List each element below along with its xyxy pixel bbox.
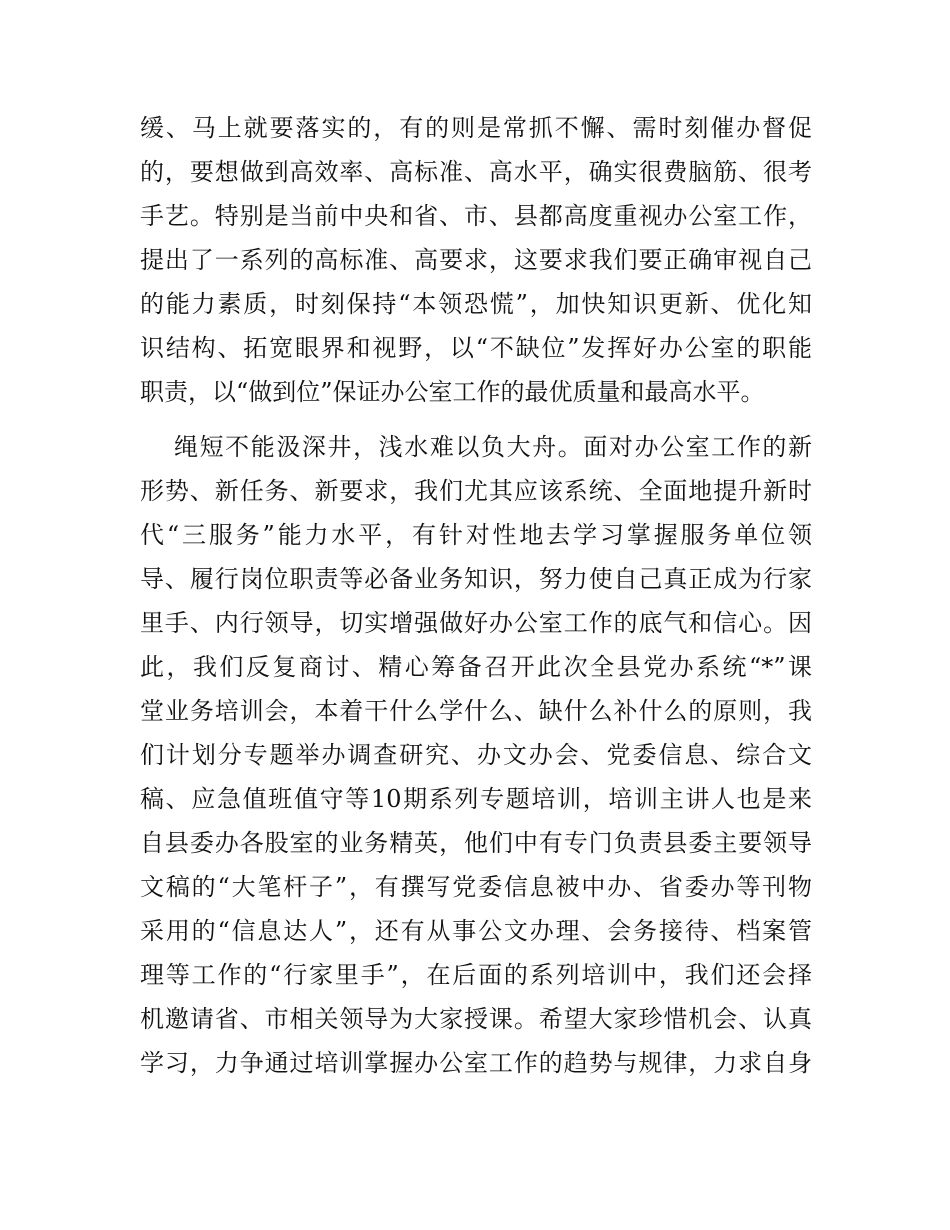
text-line: 手艺。特别是当前中央和省、市、县都高度重视办公室工作，: [140, 202, 812, 230]
text-line: 理等工作的“行家里手”，在后面的系列培训中，我们还会择: [140, 961, 812, 989]
text-line: 文稿的“大笔杆子”，有撰写党委信息被中办、省委办等刊物: [140, 873, 812, 901]
text-line: 识结构、拓宽眼界和视野，以“不缺位”发挥好办公室的职能: [140, 334, 812, 362]
text-line: 职责，以“做到位”保证办公室工作的最优质量和最高水平。: [140, 378, 765, 406]
text-line: 此，我们反复商讨、精心筹备召开此次全县党办系统“*”课: [140, 653, 812, 681]
text-line: 绳短不能汲深井，浅水难以负大舟。面对办公室工作的新: [174, 433, 812, 461]
text-line: 的能力素质，时刻保持“本领恐慌”，加快知识更新、优化知: [140, 290, 812, 318]
text-line: 学习，力争通过培训掌握办公室工作的趋势与规律，力求自身: [140, 1049, 812, 1077]
text-line: 里手、内行领导，切实增强做好办公室工作的底气和信心。因: [140, 609, 812, 637]
text-line: 代“三服务”能力水平，有针对性地去学习掌握服务单位领: [140, 521, 812, 549]
text-line: 机邀请省、市相关领导为大家授课。希望大家珍惜机会、认真: [140, 1005, 812, 1033]
text-line: 稿、应急值班值守等10期系列专题培训，培训主讲人也是来: [140, 785, 812, 813]
paragraph-1: [140, 106, 812, 414]
text-line: 提出了一系列的高标准、高要求，这要求我们要正确审视自己: [140, 246, 812, 274]
text-line: 的，要想做到高效率、高标准、高水平，确实很费脑筋、很考: [140, 158, 812, 186]
text-line: 堂业务培训会，本着干什么学什么、缺什么补什么的原则，我: [140, 697, 812, 725]
text-line: 缓、马上就要落实的，有的则是常抓不懈、需时刻催办督促: [140, 114, 812, 142]
text-line: 们计划分专题举办调查研究、办文办会、党委信息、综合文: [140, 741, 812, 769]
text-line: 采用的“信息达人”，还有从事公文办理、会务接待、档案管: [140, 917, 812, 945]
text-line: 自县委办各股室的业务精英，他们中有专门负责县委主要领导: [140, 829, 812, 857]
body-text: [140, 106, 812, 1085]
paragraph-2: [140, 425, 812, 1085]
text-line: 导、履行岗位职责等必备业务知识，努力使自己真正成为行家: [140, 565, 812, 593]
text-line: 形势、新任务、新要求，我们尤其应该系统、全面地提升新时: [140, 477, 812, 505]
